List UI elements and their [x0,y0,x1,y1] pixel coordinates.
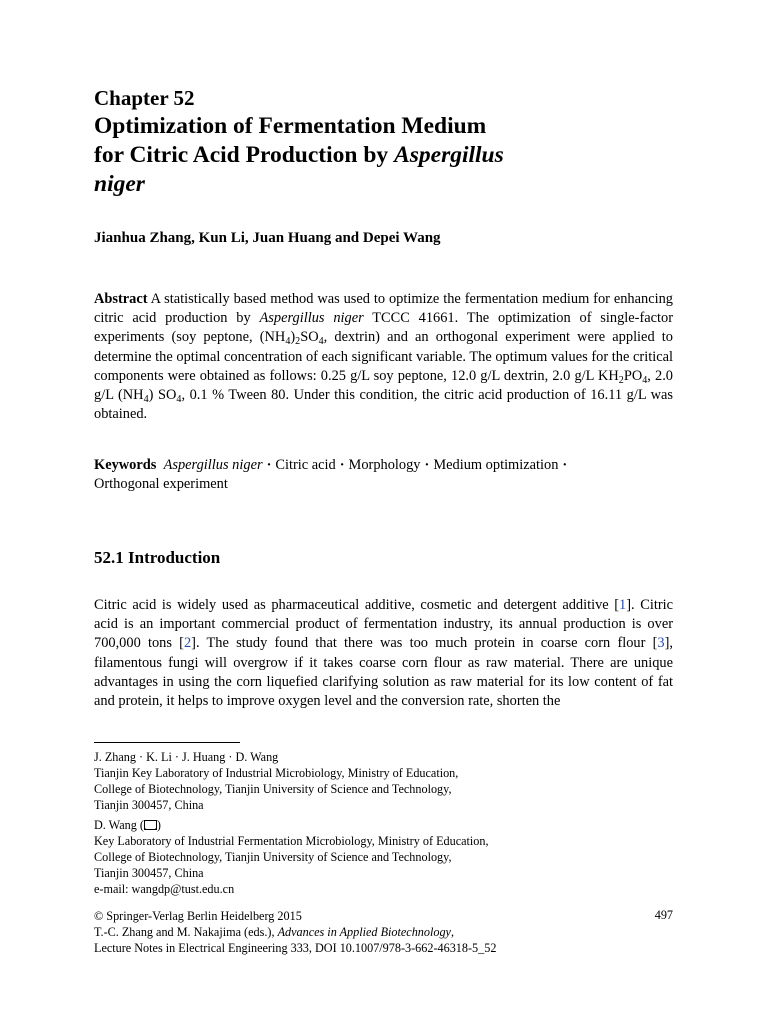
chapter-title [94,112,673,199]
keyword: Medium optimization [433,457,559,473]
page-number: 497 [654,908,673,922]
author-list: Jianhua Zhang, Kun Li, Juan Huang and Depei Wang [94,230,441,246]
keyword: Orthogonal experiment [94,476,228,493]
abstract-text: ) [290,329,296,346]
affiliation-authors: J. Zhang · K. Li · J. Huang · D. Wang [94,750,279,764]
corresponding-author-pre: D. Wang ( [94,818,144,832]
page-footer [94,908,673,956]
abstract-text: , 2.0 g/L (NH [94,367,673,404]
affiliation-line: College of Biotechnology, Tianjin University of Science and Technology, [94,782,452,796]
keyword-separator: · [266,457,272,473]
abstract-text: , dextrin) and an orthogonal experiment were applied to determine the optimal concentration of each significant variable. The optimum values for the critical components were obtained as follows: 0.25 g/L soy peptone, 12.0 g/L dextrin, 2.0 g/L KH [94,329,673,384]
subscript: 2 [618,374,624,386]
editors: T.-C. Zhang and M. Nakajima (eds.), [94,925,278,939]
email-address[interactable]: e-mail: wangdp@tust.edu.cn [94,882,235,896]
series-doi: Lecture Notes in Electrical Engineering 333, DOI 10.1007/978-3-662-46318-5_52 [94,941,497,955]
subscript: 4 [318,336,324,348]
title-line-2: for Citric Acid Production by [94,142,395,168]
keywords-label: Keywords [94,457,157,473]
citation-link[interactable]: 3 [657,635,665,652]
citation-link[interactable]: 2 [183,635,192,652]
abstract-text: TCCC 41661. The optimization of single-factor experiments (soy peptone, (NH [94,310,674,346]
corresponding-affiliation-block [94,817,489,897]
subscript: 4 [285,336,291,348]
keywords [94,456,673,494]
body-text: Citric acid is widely used as pharmaceutical additive, cosmetic and detergent additive [ [94,597,620,613]
keyword: Morphology [348,457,421,473]
affiliation-line: Tianjin 300457, China [94,866,204,880]
abstract-text: A statistically based method was used to optimize the fermentation medium for enhancing citric acid production by [94,291,673,327]
citation-link[interactable]: 1 [619,597,627,613]
corresponding-author-post: ) [156,818,161,832]
keyword: Aspergillus niger [163,457,263,473]
abstract-label: Abstract [94,291,148,307]
editors-comma: , [450,925,455,939]
affiliation-line: Key Laboratory of Industrial Fermentation Microbiology, Ministry of Education, [94,834,489,848]
chapter-label: Chapter 52 [94,86,195,110]
subscript: 4 [642,374,648,386]
body-text: ], filamentous fungi will overgrow if it takes coarse corn flour as raw material. There are unique advantages in using the corn liquefied clarifying solution as raw material for its low content of fat and protein, it helps to improve oxygen level and the conversion rate, shorten the [94,635,674,710]
section-heading: 52.1 Introduction [94,548,221,567]
affiliation-block [94,749,458,813]
book-title: Advances in Applied Biotechnology [277,925,451,939]
title-italic-species: niger [94,171,145,197]
affiliation-line: College of Biotechnology, Tianjin University of Science and Technology, [94,850,452,864]
abstract-text: PO [623,367,643,384]
abstract-text: ) SO [148,387,177,404]
abstract [94,290,673,424]
subscript: 2 [295,336,301,348]
affiliation-line: Tianjin Key Laboratory of Industrial Microbiology, Ministry of Education, [94,766,459,780]
keyword: Citric acid [275,457,336,473]
copyright: © Springer-Verlag Berlin Heidelberg 2015 [94,909,302,923]
keyword-separator: · [424,457,430,473]
footnote-rule [94,742,240,743]
abstract-organism: Aspergillus niger [259,310,364,327]
envelope-icon [144,820,157,830]
subscript: 4 [176,394,182,406]
abstract-text: SO [300,329,319,346]
body-text: ]. Citric acid is an important commercial product of fermentation industry, its annual production is over 700,000 tons [ [94,597,673,652]
abstract-text: , 0.1 % Tween 80. Under this condition, the citric acid production of 16.11 g/L was obtained. [94,387,674,423]
body-text: ]. The study found that there was too much protein in coarse corn flour [ [191,635,658,652]
keyword-separator: · [562,457,568,473]
affiliation-line: Tianjin 300457, China [94,798,204,812]
title-line-1: Optimization of Fermentation Medium [94,113,487,139]
subscript: 4 [143,394,149,406]
introduction-paragraph [94,596,673,711]
keyword-separator: · [339,457,345,473]
title-italic-genus: Aspergillus [394,142,504,168]
